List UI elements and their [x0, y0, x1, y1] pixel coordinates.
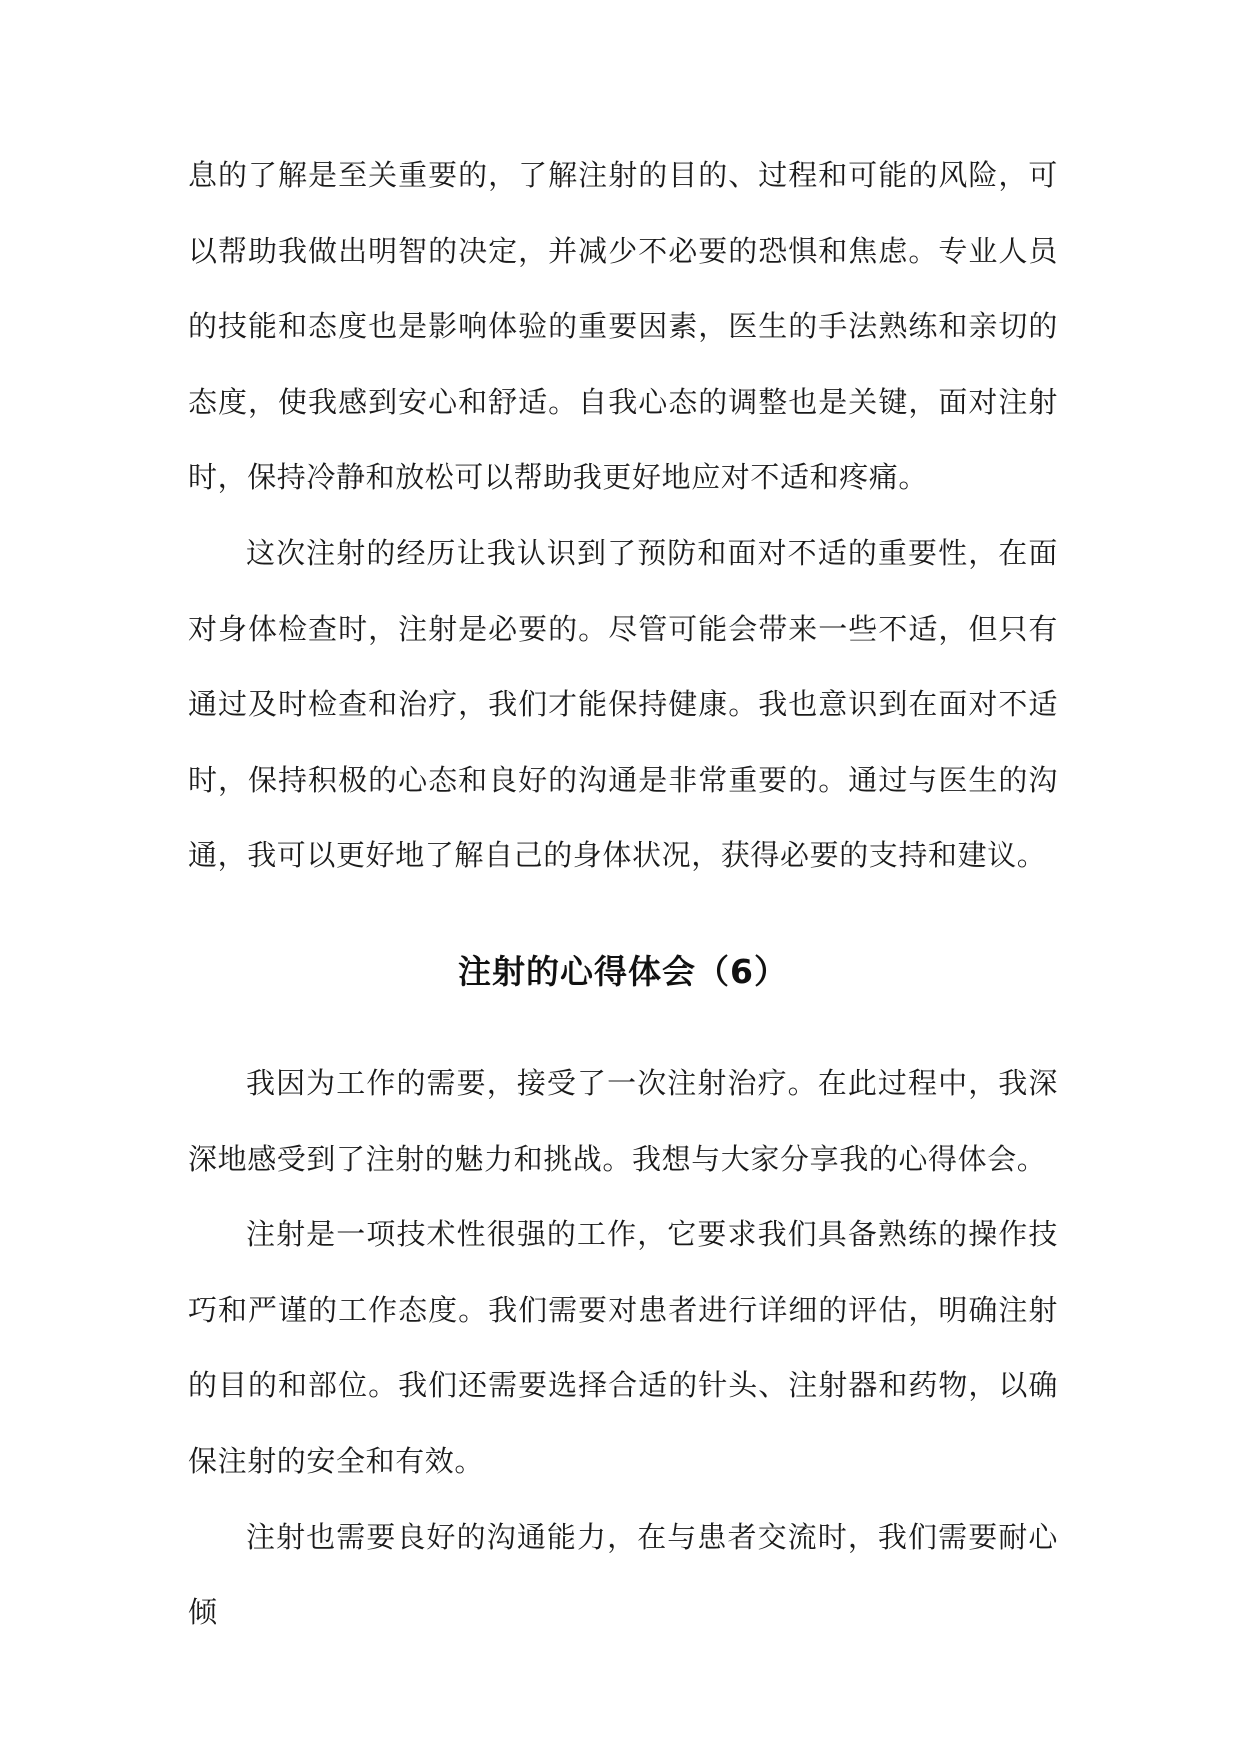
document-body [188, 138, 1058, 1651]
paragraph: 息的了解是至关重要的，了解注射的目的、过程和可能的风险，可以帮助我做出明智的决定，并减少不必要的恐惧和焦虑。专业人员的技能和态度也是影响体验的重要因素，医生的手法熟练和亲切的态度，使我感到安心和舒适。自我心态的调整也是关键，面对注射时，保持冷静和放松可以帮助我更好地应对不适和疼痛。 [188, 158, 1058, 495]
section-title: 注射的心得体会（6） [458, 951, 788, 991]
paragraph: 我因为工作的需要，接受了一次注射治疗。在此过程中，我深深地感受到了注射的魅力和挑战。我想与大家分享我的心得体会。 [188, 1065, 1058, 1176]
paragraph: 注射是一项技术性很强的工作，它要求我们具备熟练的操作技巧和严谨的工作态度。我们需要对患者进行详细的评估，明确注射的目的和部位。我们还需要选择合适的针头、注射器和药物，以确保注射的安全和有效。 [188, 1217, 1058, 1478]
paragraph: 这次注射的经历让我认识到了预防和面对不适的重要性，在面对身体检查时，注射是必要的。尽管可能会带来一些不适，但只有通过及时检查和治疗，我们才能保持健康。我也意识到在面对不适时，保持积极的心态和良好的沟通是非常重要的。通过与医生的沟通，我可以更好地了解自己的身体状况，获得必要的支持和建议。 [188, 535, 1058, 873]
paragraph: 注射也需要良好的沟通能力，在与患者交流时，我们需要耐心倾 [188, 1519, 1058, 1630]
